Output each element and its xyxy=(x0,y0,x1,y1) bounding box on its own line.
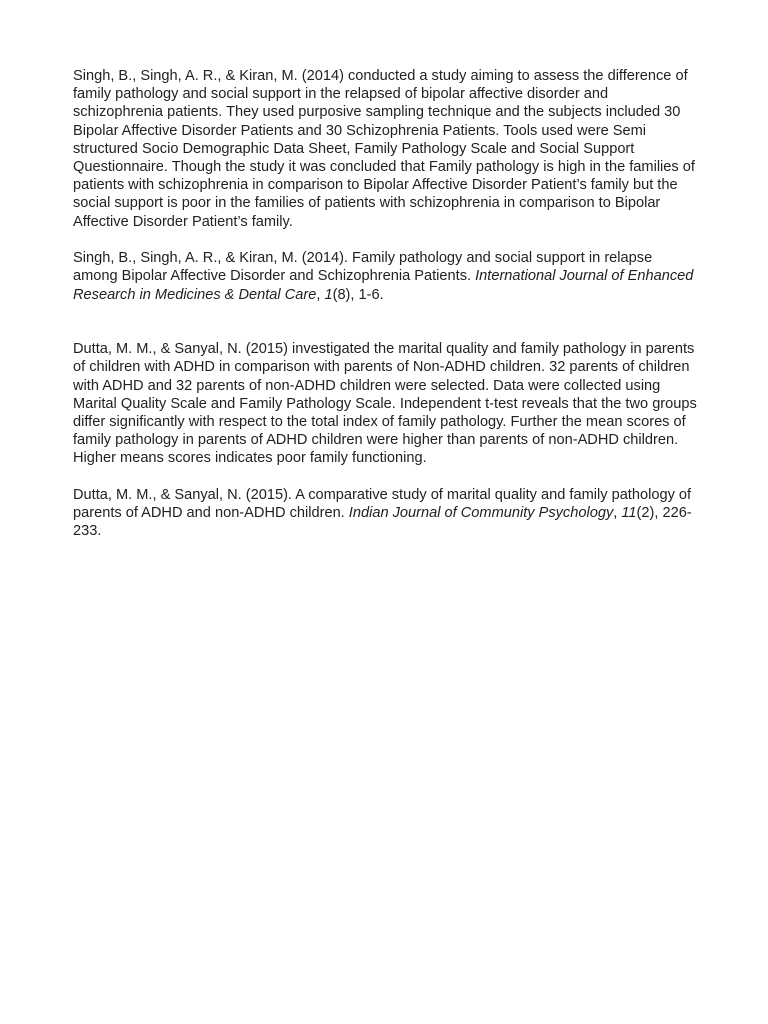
reference-journal: Indian Journal of Community Psychology xyxy=(348,505,614,522)
reference-journal: International Journal of Enhanced Research in Medicines & Dental Care xyxy=(73,268,694,303)
document-page xyxy=(73,67,698,541)
reference-authors-title: Singh, B., Singh, A. R., & Kiran, M. (2014). Family pathology and social support in relapse among Bipolar Affective Disorder and Schizophrenia Patients. xyxy=(73,250,653,285)
reference-volume: 11 xyxy=(621,505,637,522)
reference-separator: , xyxy=(316,286,325,303)
summary-paragraph-dutta-2015: Dutta, M. M., & Sanyal, N. (2015) investigated the marital quality and family pathology in parents of children with ADHD in comparison with parents of Non-ADHD children. 32 parents of children with ADHD and 32 parents of non-ADHD children were selected. Data were collected using Marital Quality Scale and Family Pathology Scale. Independent t-test reveals that the two groups differ significantly with respect to the total index of family pathology. Further the mean scores of family pathology in parents of ADHD children were higher than parents of non-ADHD children. Higher means scores indicates poor family functioning. xyxy=(73,341,697,467)
reference-volume: 1 xyxy=(324,286,333,303)
reference-singh-2014 xyxy=(73,249,698,304)
reference-issue-pages: (8), 1-6. xyxy=(332,286,384,303)
reference-issue-pages: (2), 226-233. xyxy=(73,505,692,540)
reference-authors-title: Dutta, M. M., & Sanyal, N. (2015). A comparative study of marital quality and family pathology of parents of ADHD and non-ADHD children. xyxy=(73,486,692,522)
reference-separator: , xyxy=(613,505,622,522)
summary-paragraph-singh-2014: Singh, B., Singh, A. R., & Kiran, M. (2014) conducted a study aiming to assess the difference of family pathology and social support in the relapsed of bipolar affective disorder and schizophrenia patients. They used purposive sampling technique and the subjects included 30 Bipolar Affective Disorder Patients and 30 Schizophrenia Patients. Tools used were Semi structured Socio Demographic Data Sheet, Family Pathology Scale and Social Support Questionnaire. Though the study it was concluded that Family pathology is high in the families of patients with schizophrenia in comparison to Bipolar Affective Disorder Patient’s family but the social support is poor in the families of patients with schizophrenia in comparison to Bipolar Affective Disorder Patient’s family. xyxy=(73,68,695,230)
reference-dutta-2015 xyxy=(73,486,698,541)
